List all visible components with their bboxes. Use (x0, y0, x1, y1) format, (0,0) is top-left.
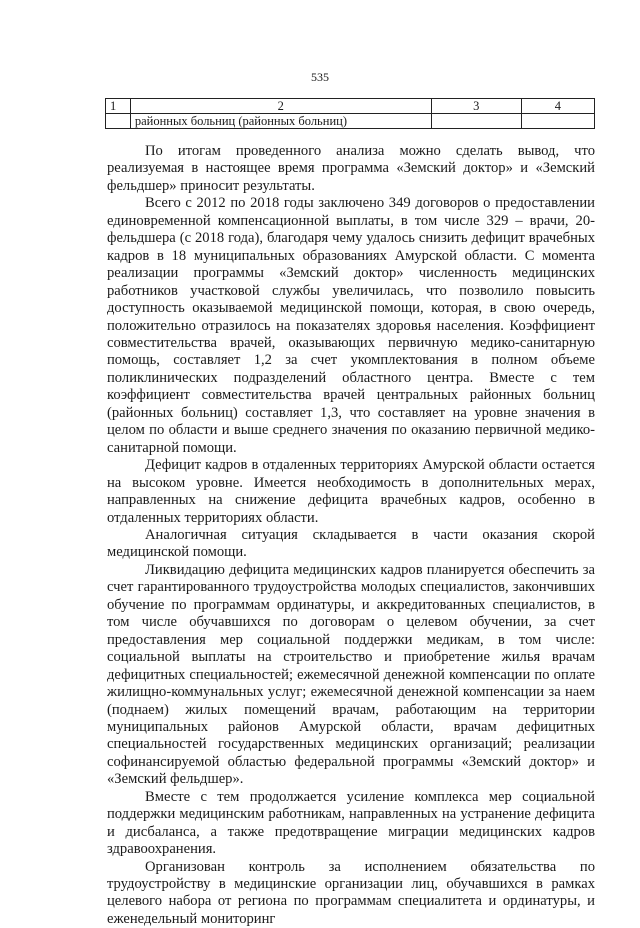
table-header-row (106, 99, 595, 114)
table-row (106, 114, 595, 129)
table-cell-3 (431, 114, 521, 129)
table-cell-2: районных больниц (районных больниц) (130, 114, 431, 129)
page-number: 535 (311, 70, 329, 84)
paragraph-employment-control: Организован контроль за исполнением обязательства по трудоустройству в медицинские организации лиц, обучавшихся в рамках целевого набора от региона по программам специалитета и ординатуры, и еженедельный мониторинг (107, 858, 595, 927)
paragraph-elimination-plan: Ликвидацию дефицита медицинских кадров планируется обеспечить за счет гарантированного трудоустройства молодых специалистов, закончивших обучение по программам ординатуры, и аккредитованных специалистов, в том числе обучавшихся по договорам о целевом обучении, за счет предоставления мер социальной поддержки медикам, в том числе: социальной выплаты на строительство и приобретение жилья врачам дефицитных специальностей; ежемесячной денежной компенсации по оплате жилищно-коммунальных услуг; ежемесячной денежной компенсации за наем (поднаем) жилых помещений врачам, работающим на территории муниципальных районов Амурской области, врачам дефицитных специальностей государственных медицинских организаций; реализации софинансируемой областью федеральной программы «Земский доктор» и «Земский фельдшер». (107, 561, 595, 788)
table-header-cell-3: 3 (431, 99, 521, 114)
table-cell-4 (521, 114, 594, 129)
paragraph-conclusion: По итогам проведенного анализа можно сделать вывод, что реализуемая в настоящее время программа «Земский доктор» и «Земский фельдшер» приносит результаты. (107, 143, 595, 194)
table-header-cell-4: 4 (521, 99, 594, 114)
table-header-cell-1: 1 (106, 99, 131, 114)
body-text (107, 143, 595, 928)
paragraph-staff-deficit: Дефицит кадров в отдаленных территориях Амурской области остается на высоком уровне. Имеется необходимость в дополнительных мерах, направленных на снижение дефицита врачебных кадров, особенно в отдаленных территориях области. (107, 457, 595, 526)
paragraph-social-support: Вместе с тем продолжается усиление комплекса мер социальной поддержки медицинским работникам, направленных на устранение дефицита и дисбаланса, а также предотвращение миграции медицинских кадров здравоохранения. (107, 788, 595, 858)
table-cell-1 (106, 114, 131, 129)
paragraph-emergency-care: Аналогичная ситуация складывается в части оказания скорой медицинской помощи. (107, 526, 595, 561)
continuation-table (105, 98, 595, 129)
paragraph-contracts: Всего с 2012 по 2018 годы заключено 349 договоров о предоставлении единовременной компенсационной выплаты, в том числе 329 – врачи, 20- фельдшера (с 2018 года), благодаря чему удалось снизить дефицит врачебных кадров в 18 муниципальных образованиях Амурской области. С момента реализации программы «Земский доктор» численность медицинских работников участковой службы увеличилась, что позволило повысить доступность оказываемой медицинской помощи, которая, в свою очередь, положительно отразилось на показателях здоровья населения. Коэффициент совместительства врачей, оказывающих первичную медико-санитарную помощь, составляет 1,2 за счет укомплектования в полном объеме поликлинических подразделений областного центра. Вместе с тем коэффициент совместительства врачей центральных районных больниц (районных больниц) составляет 1,3, что составляет на уровне значения в целом по области и выше среднего значения по оказанию первичной медико-санитарной помощи. (107, 195, 595, 456)
table-header-cell-2: 2 (130, 99, 431, 114)
